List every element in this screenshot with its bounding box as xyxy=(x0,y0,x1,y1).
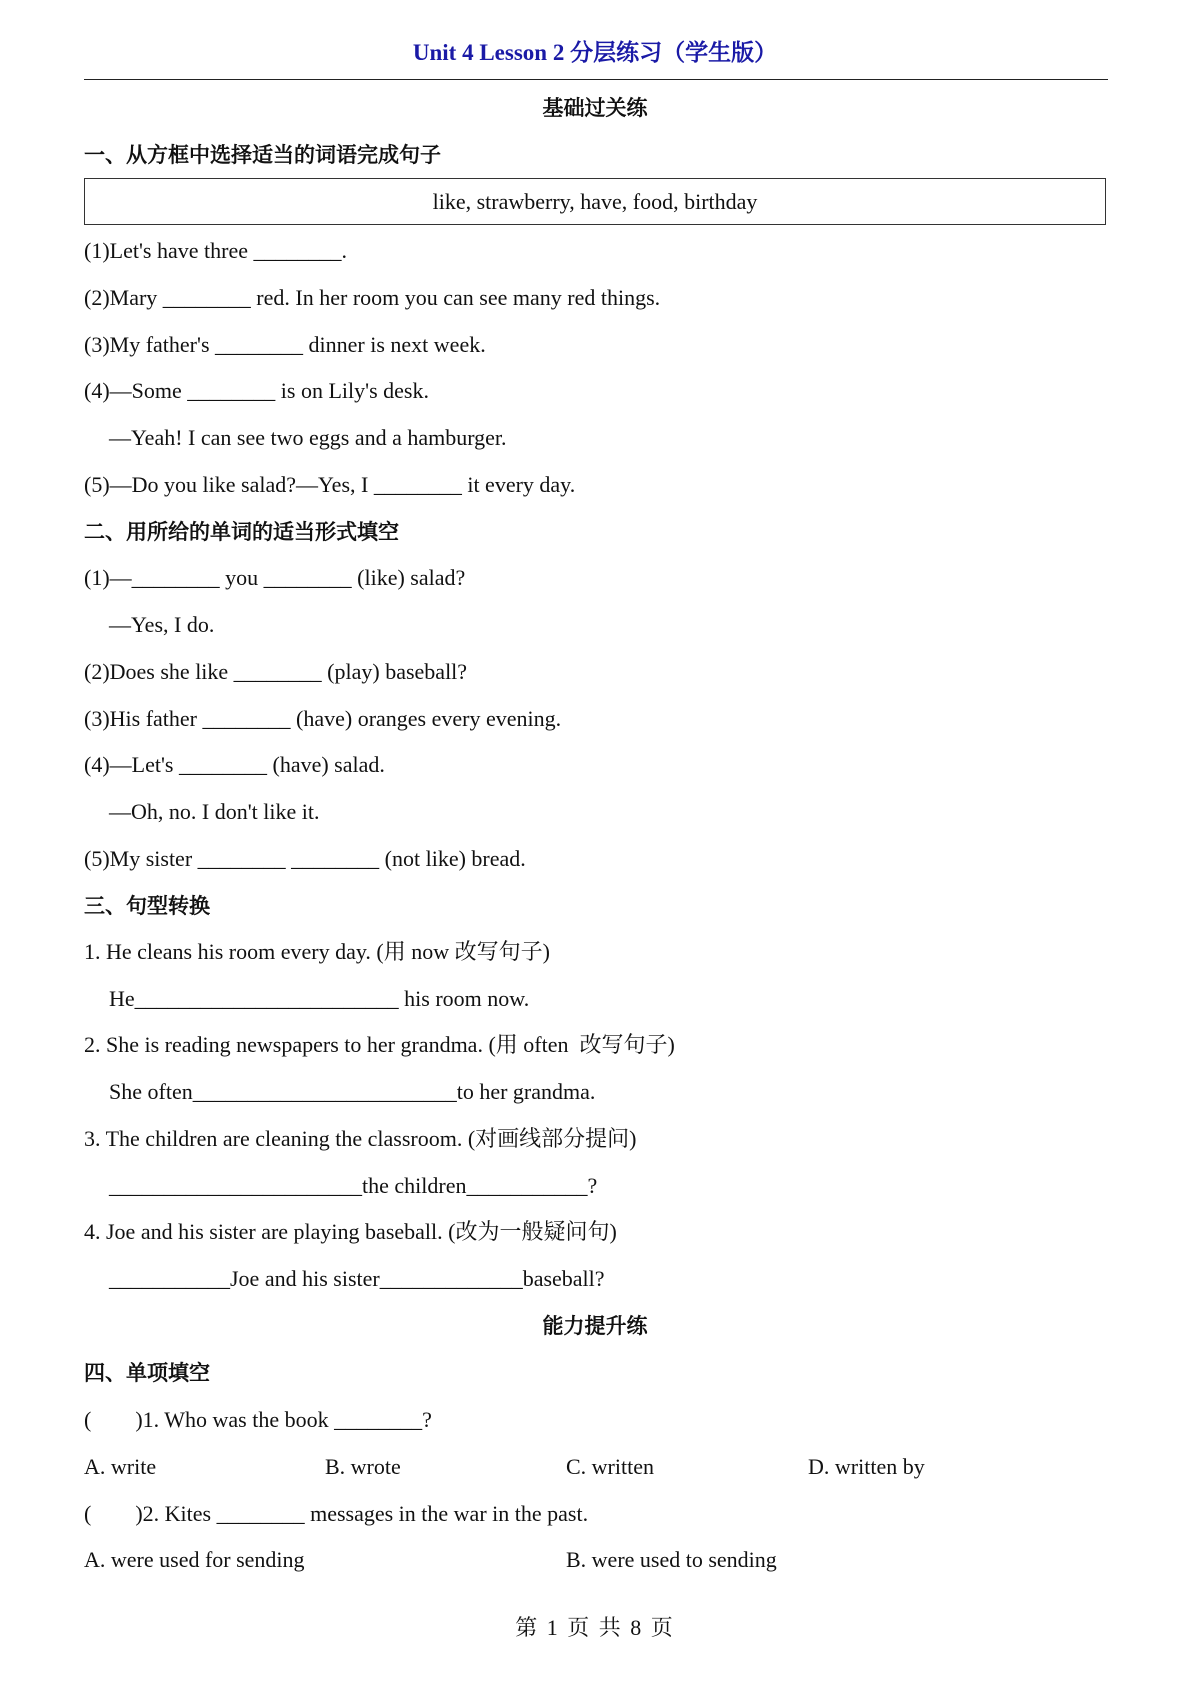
s4-q1-option-a: A. write xyxy=(84,1454,157,1479)
word-box xyxy=(84,178,1106,225)
s2-item-3: (3)His father ________ (have) oranges every evening. xyxy=(84,706,562,731)
s4-q1-option-c: C. written xyxy=(566,1454,654,1479)
s3-item-3: 3. The children are cleaning the classroom. (对画线部分提问) xyxy=(84,1126,637,1151)
s3-item-4: 4. Joe and his sister are playing baseball. (改为一般疑问句) xyxy=(84,1219,617,1244)
s4-q2-option-a: A. were used for sending xyxy=(84,1547,305,1572)
s1-item-3: (3)My father's ________ dinner is next week. xyxy=(84,332,486,357)
header-divider xyxy=(84,79,1108,80)
s3-item-2-answer: She often________________________to her grandma. xyxy=(109,1079,596,1104)
s1-item-2: (2)Mary ________ red. In her room you can see many red things. xyxy=(84,285,661,310)
s3-item-1: 1. He cleans his room every day. (用 now 改写句子) xyxy=(84,939,550,964)
s2-item-2: (2)Does she like ________ (play) baseball? xyxy=(84,659,468,684)
part-heading-advanced: 能力提升练 xyxy=(542,1314,648,1338)
s3-item-2: 2. She is reading newspapers to her grandma. (用 often 改写句子) xyxy=(84,1032,675,1057)
s2-item-1: (1)—________ you ________ (like) salad? xyxy=(84,565,466,590)
s2-item-5: (5)My sister ________ ________ (not like) bread. xyxy=(84,846,526,871)
document-title: Unit 4 Lesson 2 分层练习（学生版） xyxy=(412,40,778,65)
s4-question-1: ( )1. Who was the book ________? xyxy=(84,1407,432,1432)
s4-q1-option-b: B. wrote xyxy=(325,1454,401,1479)
s4-q2-option-b: B. were used to sending xyxy=(566,1547,777,1572)
s4-q1-option-d: D. written by xyxy=(808,1454,925,1479)
s1-item-4: (4)—Some ________ is on Lily's desk. xyxy=(84,378,429,403)
part-heading-basic: 基础过关练 xyxy=(542,96,648,120)
s2-item-1-reply: —Yes, I do. xyxy=(109,612,215,637)
s2-item-4-reply: —Oh, no. I don't like it. xyxy=(109,799,320,824)
section-1-heading: 一、从方框中选择适当的词语完成句子 xyxy=(84,143,441,167)
s4-question-2: ( )2. Kites ________ messages in the war in the past. xyxy=(84,1501,589,1526)
s2-item-4: (4)—Let's ________ (have) salad. xyxy=(84,752,385,777)
page-number: 第 1 页 共 8 页 xyxy=(515,1615,675,1640)
s1-item-1: (1)Let's have three ________. xyxy=(84,238,347,263)
s1-item-5: (5)—Do you like salad?—Yes, I ________ it every day. xyxy=(84,472,576,497)
section-3-heading: 三、句型转换 xyxy=(84,894,210,918)
word-box-text: like, strawberry, have, food, birthday xyxy=(432,188,758,214)
s3-item-3-answer: _______________________the children___________? xyxy=(109,1173,598,1198)
section-4-heading: 四、单项填空 xyxy=(84,1361,210,1385)
s1-item-4-reply: —Yeah! I can see two eggs and a hamburger. xyxy=(109,425,507,450)
s3-item-1-answer: He________________________ his room now. xyxy=(109,986,530,1011)
section-2-heading: 二、用所给的单词的适当形式填空 xyxy=(84,520,399,544)
s3-item-4-answer: ___________Joe and his sister_____________baseball? xyxy=(109,1266,605,1291)
